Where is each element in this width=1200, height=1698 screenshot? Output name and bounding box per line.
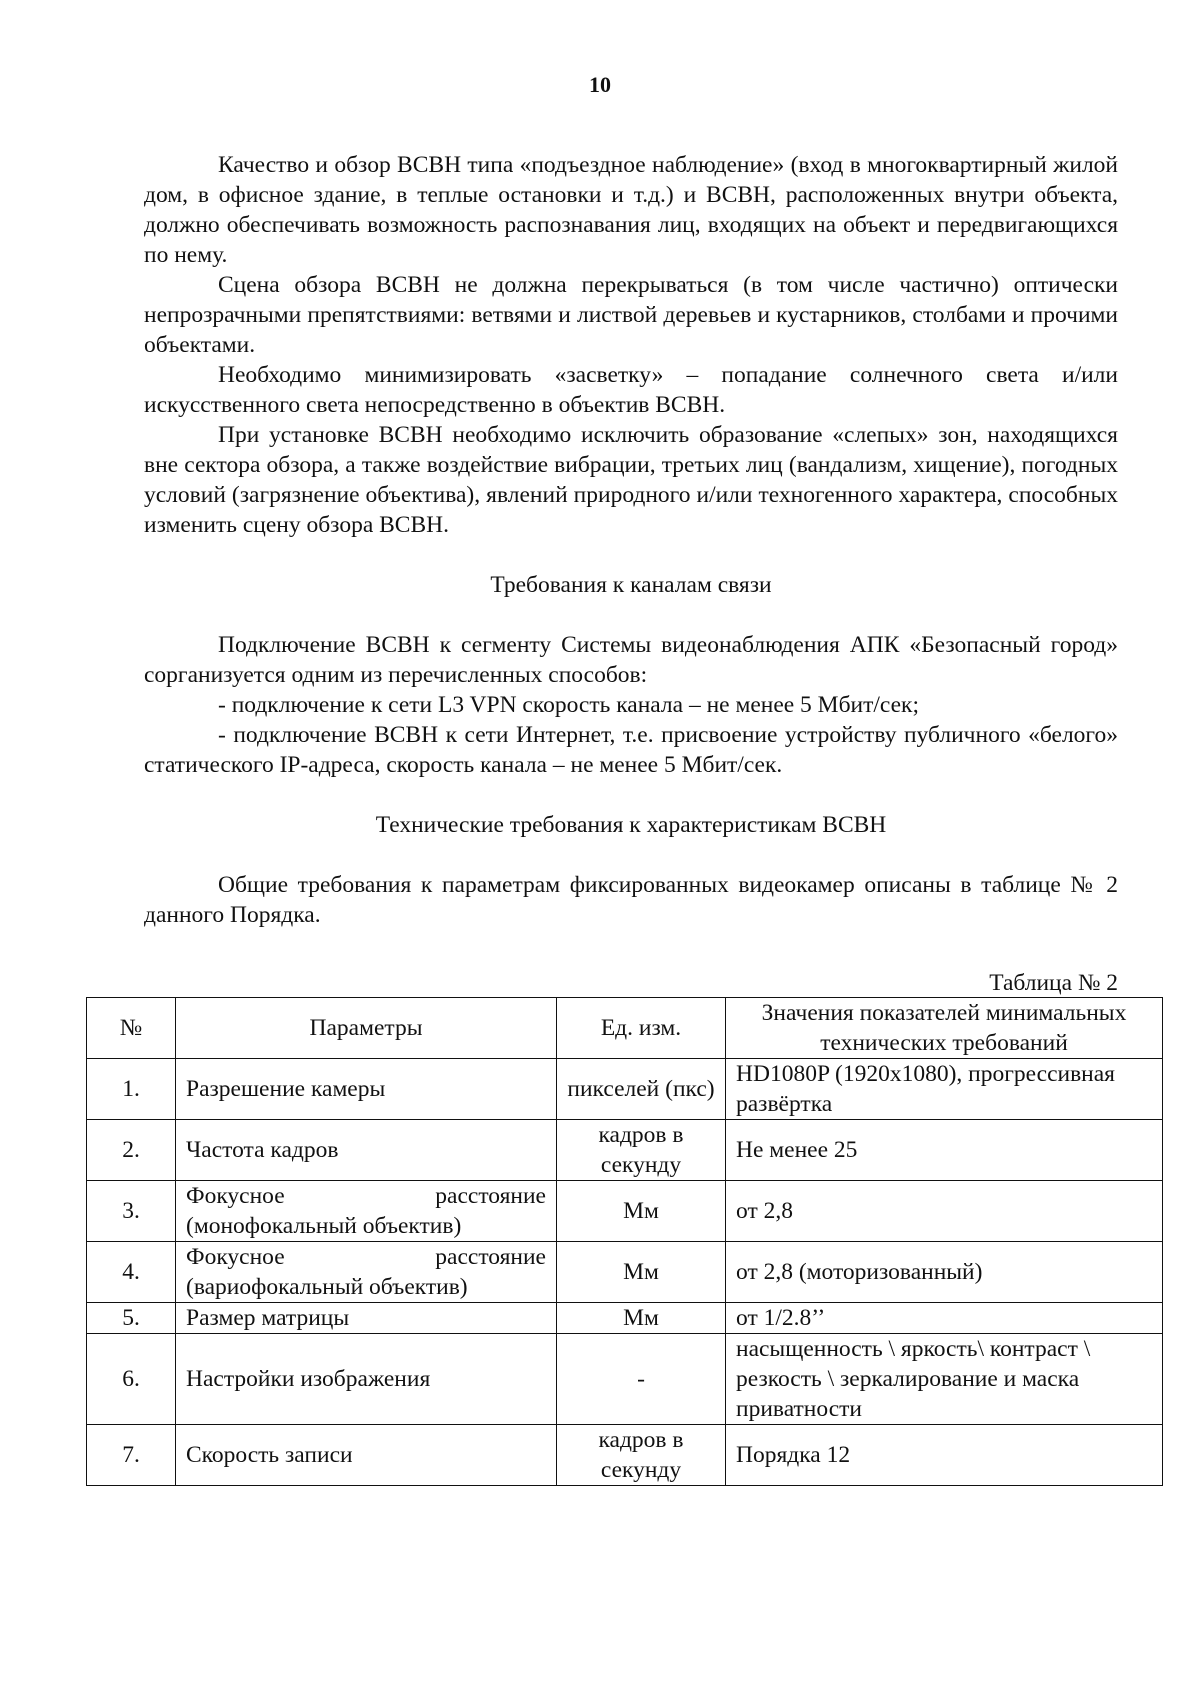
page-number: 10 [589, 72, 611, 97]
document-body [144, 150, 1118, 930]
row-value: от 1/2.8’’ [726, 1303, 1163, 1334]
table-row [87, 1334, 1163, 1425]
paragraph-table-reference: Общие требования к параметрам фиксированных видеокамер описаны в таблице № 2 данного Порядка. [144, 872, 1118, 928]
paragraph-blind-zones: При установке ВСВН необходимо исключить образование «слепых» зон, находящихся вне сектора обзора, а также воздействие вибрации, третьих лиц (вандализм, хищение), погодных условий (загрязнение объектива), явлений природного и/или техногенного характера, способных изменить сцену обзора ВСВН. [144, 422, 1118, 538]
row-num: 6. [87, 1334, 176, 1425]
row-num: 1. [87, 1059, 176, 1120]
row-param: Настройки изображения [176, 1334, 557, 1425]
table-row [87, 1120, 1163, 1181]
paragraph-scene-obstruction: Сцена обзора ВСВН не должна перекрываться (в том числе частично) оптически непрозрачными препятствиями: ветвями и листвой деревьев и кустарников, столбами и прочими объектами. [144, 272, 1118, 358]
header-num: № [87, 998, 176, 1059]
list-item-l3vpn: - подключение к сети L3 VPN скорость канала – не менее 5 Мбит/сек; [218, 692, 920, 718]
section-heading-technical: Технические требования к характеристикам ВСВН [375, 812, 887, 838]
row-num: 7. [87, 1425, 176, 1486]
header-param: Параметры [176, 998, 557, 1059]
row-param: Фокусное расстояние (монофокальный объектив) [176, 1181, 557, 1242]
row-param: Фокусное расстояние (вариофокальный объектив) [176, 1242, 557, 1303]
table-header-row [87, 998, 1163, 1059]
row-param: Частота кадров [176, 1120, 557, 1181]
paragraph-connection: Подключение ВСВН к сегменту Системы видеонаблюдения АПК «Безопасный город» сорганизуется одним из перечисленных способов: [144, 632, 1118, 688]
table-row [87, 1425, 1163, 1486]
row-unit: кадров в секунду [557, 1120, 726, 1181]
row-num: 2. [87, 1120, 176, 1181]
row-unit: Мм [557, 1303, 726, 1334]
row-value: Не менее 25 [726, 1120, 1163, 1181]
row-value: от 2,8 [726, 1181, 1163, 1242]
table-row [87, 1059, 1163, 1120]
table-row [87, 1303, 1163, 1334]
row-unit: Мм [557, 1242, 726, 1303]
row-value: от 2,8 (моторизованный) [726, 1242, 1163, 1303]
row-num: 4. [87, 1242, 176, 1303]
row-value: насыщенность \ яркость\ контраст \ резкость \ зеркалирование и маска приватности [726, 1334, 1163, 1425]
row-param: Разрешение камеры [176, 1059, 557, 1120]
list-item-internet: - подключение ВСВН к сети Интернет, т.е. присвоение устройству публичного «белого» статического IP-адреса, скорость канала – не менее 5 Мбит/сек. [144, 722, 1118, 778]
row-unit: Мм [557, 1181, 726, 1242]
row-unit: пикселей (пкс) [557, 1059, 726, 1120]
section-heading-channels: Требования к каналам связи [490, 572, 772, 598]
row-value: HD1080P (1920x1080), прогрессивная развёртка [726, 1059, 1163, 1120]
header-unit: Ед. изм. [557, 998, 726, 1059]
row-unit: кадров в секунду [557, 1425, 726, 1486]
row-param: Скорость записи [176, 1425, 557, 1486]
paragraph-glare: Необходимо минимизировать «засветку» – попадание солнечного света и/или искусственного света непосредственно в объектив ВСВН. [144, 362, 1118, 418]
table-row [87, 1242, 1163, 1303]
row-num: 3. [87, 1181, 176, 1242]
table-row [87, 1181, 1163, 1242]
paragraph-video-quality: Качество и обзор ВСВН типа «подъездное наблюдение» (вход в многоквартирный жилой дом, в офисное здание, в теплые остановки и т.д.) и ВСВН, расположенных внутри объекта, должно обеспечивать возможность распознавания лиц, входящих на объект и передвигающихся по нему. [144, 152, 1118, 268]
requirements-table [86, 997, 1163, 1486]
row-unit: - [557, 1334, 726, 1425]
row-value: Порядка 12 [726, 1425, 1163, 1486]
row-num: 5. [87, 1303, 176, 1334]
row-param: Размер матрицы [176, 1303, 557, 1334]
header-value: Значения показателей минимальных технических требований [726, 998, 1163, 1059]
table-caption: Таблица № 2 [989, 970, 1118, 996]
